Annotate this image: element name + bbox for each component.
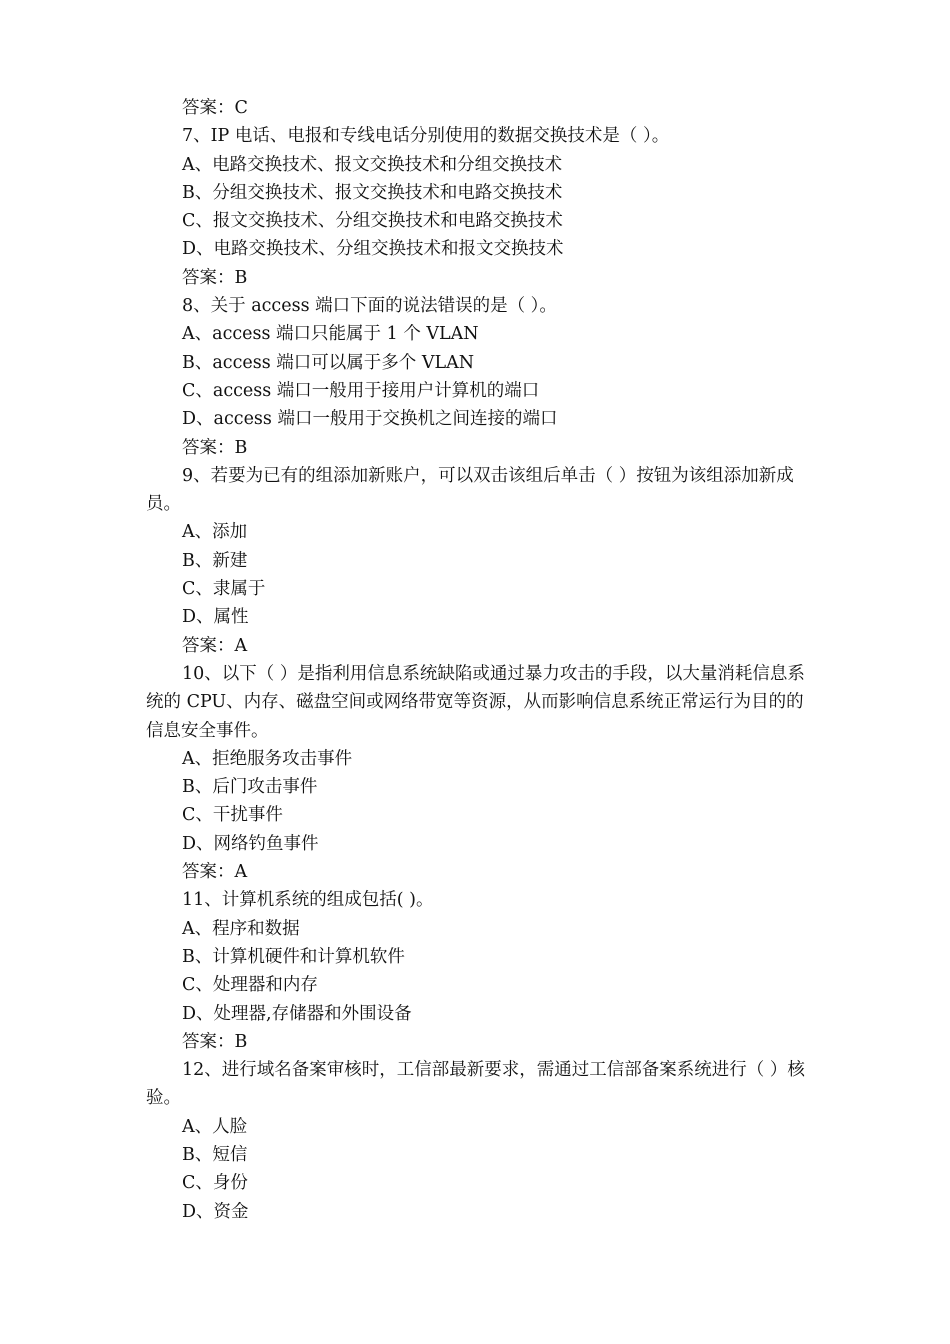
option-line: D、处理器,存储器和外围设备 [182, 1003, 412, 1024]
answer-line: 答案：B [182, 267, 248, 288]
option-line: B、新建 [182, 550, 248, 571]
option-line: B、计算机硬件和计算机软件 [182, 946, 405, 967]
document-page [146, 94, 810, 1226]
option-line: C、报文交换技术、分组交换技术和电路交换技术 [182, 211, 563, 232]
option-line: D、access 端口一般用于交换机之间连接的端口 [182, 409, 558, 430]
option-line: C、隶属于 [182, 579, 266, 600]
question-9: 9、若要为已有的组添加新账户，可以双击该组后单击（ ）按钮为该组添加新成员。 [146, 465, 794, 515]
option-line: A、电路交换技术、报文交换技术和分组交换技术 [182, 154, 563, 175]
option-line: D、资金 [182, 1201, 249, 1222]
option-line: A、人脸 [182, 1116, 248, 1137]
option-line: D、电路交换技术、分组交换技术和报文交换技术 [182, 239, 564, 260]
option-line: B、后门攻击事件 [182, 777, 318, 798]
option-line: B、分组交换技术、报文交换技术和电路交换技术 [182, 182, 563, 203]
question-7: 7、IP 电话、电报和专线电话分别使用的数据交换技术是（ ）。 [182, 126, 670, 147]
option-line: A、拒绝服务攻击事件 [182, 748, 353, 769]
option-line: B、短信 [182, 1144, 248, 1165]
option-line: C、处理器和内存 [182, 975, 318, 996]
answer-line: 答案：A [182, 635, 248, 656]
option-line: D、网络钓鱼事件 [182, 833, 319, 854]
option-line: D、属性 [182, 607, 249, 628]
option-line: C、身份 [182, 1173, 248, 1194]
option-line: A、程序和数据 [182, 918, 300, 939]
question-8: 8、关于 access 端口下面的说法错误的是（ ）。 [182, 296, 557, 317]
answer-line: 答案：A [182, 862, 248, 883]
option-line: C、干扰事件 [182, 805, 283, 826]
question-12: 12、进行域名备案审核时，工信部最新要求，需通过工信部备案系统进行（ ）核验。 [146, 1060, 805, 1109]
answer-line: 答案：B [182, 1031, 248, 1052]
answer-line: 答案：B [182, 437, 248, 458]
option-line: A、access 端口只能属于 1 个 VLAN [182, 324, 479, 345]
question-10: 10、以下（ ）是指利用信息系统缺陷或通过暴力攻击的手段，以大量消耗信息系统的 CPU、内存、磁盘空间或网络带宽等资源，从而影响信息系统正常运行为目的的信息安全事件。 [146, 663, 805, 741]
option-line: B、access 端口可以属于多个 VLAN [182, 352, 475, 373]
answer-line: 答案：C [182, 98, 248, 118]
option-line: A、添加 [182, 522, 248, 543]
question-11: 11、计算机系统的组成包括( )。 [182, 890, 434, 911]
option-line: C、access 端口一般用于接用户计算机的端口 [182, 380, 540, 401]
